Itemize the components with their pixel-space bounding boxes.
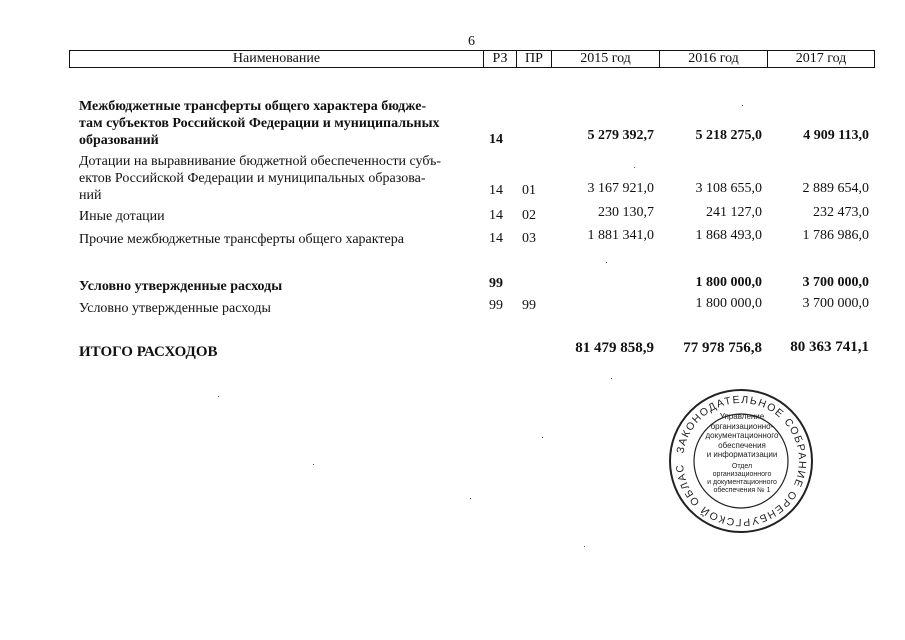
row-2015: 230 130,7 [598,205,654,220]
row-2017: 3 700 000,0 [802,296,869,311]
scan-speck [313,464,314,465]
scan-speck [611,378,612,379]
row-2016: 1 800 000,0 [695,296,762,311]
row-name: Дотации на выравнивание бюджетной обеспеченности субъ- ектов Российской Федерации и муниципальных образова- ний [79,154,442,203]
row-rz: 99 [489,298,503,313]
seal-subline: и документационного [707,478,777,486]
seal-ring-text: ЗАКОНОДАТЕЛЬНОЕ СОБРАНИЕ ОРЕНБУРГСКОЙ ОБЛАС [673,393,809,529]
scan-speck [584,546,585,547]
row-rz: 14 [489,183,503,198]
row-2016: 1 800 000,0 [695,275,762,290]
seal-subline: Отдел организационного [712,462,772,478]
row-rz: 99 [489,276,503,291]
row-name: Условно утвержденные расходы [79,279,283,294]
row-2015: 5 279 392,7 [587,128,654,143]
scan-speck [606,262,607,263]
row-pr: 03 [522,231,536,246]
seal-line: обеспечения [718,440,766,450]
row-name: Условно утвержденные расходы [79,301,271,316]
total-2017: 80 363 741,1 [790,339,869,355]
header-pr: ПР [516,51,551,67]
scan-speck [542,437,543,438]
seal-inner-text [702,412,782,495]
row-pr: 02 [522,208,536,223]
row-pr: 01 [522,183,536,198]
row-2016: 1 868 493,0 [695,228,762,243]
row-rz: 14 [489,231,503,246]
row-2015: 1 881 341,0 [587,228,654,243]
page-number: 6 [468,34,475,49]
row-name: Иные дотации [79,209,165,224]
header-2016: 2016 год [659,51,767,67]
total-label: ИТОГО РАСХОДОВ [79,344,218,360]
row-2017: 232 473,0 [813,205,869,220]
seal-line: и информатизации [706,450,778,459]
table-header [69,50,875,68]
row-rz: 14 [489,132,503,147]
total-2016: 77 978 756,8 [683,340,762,356]
scan-speck [470,498,471,499]
header-2015: 2015 год [551,51,659,67]
header-2017: 2017 год [767,51,874,67]
row-2017: 3 700 000,0 [802,275,869,290]
row-2016: 5 218 275,0 [695,128,762,143]
seal-line: Управление [719,412,765,421]
header-name: Наименование [232,51,321,66]
seal-line: организационно- [710,421,774,431]
header-rz: РЗ [483,51,516,67]
row-2016: 241 127,0 [706,205,762,220]
row-name: Межбюджетные трансферты общего характера бюдже- там субъектов Российской Федерации и муниципальных образований [79,99,440,148]
seal-subline: обеспечения № 1 [713,486,771,494]
scan-speck [634,167,635,168]
row-2017: 2 889 654,0 [802,181,869,196]
seal-line: документационного [705,431,779,440]
row-pr: 99 [522,298,536,313]
row-2017: 1 786 986,0 [802,228,869,243]
scan-speck [218,396,219,397]
row-2015: 3 167 921,0 [587,181,654,196]
row-2016: 3 108 655,0 [695,181,762,196]
row-name: Прочие межбюджетные трансферты общего характера [79,232,404,247]
row-2017: 4 909 113,0 [803,128,869,143]
total-2015: 81 479 858,9 [575,340,654,356]
row-rz: 14 [489,208,503,223]
scan-speck [742,105,743,106]
official-seal [666,386,816,536]
